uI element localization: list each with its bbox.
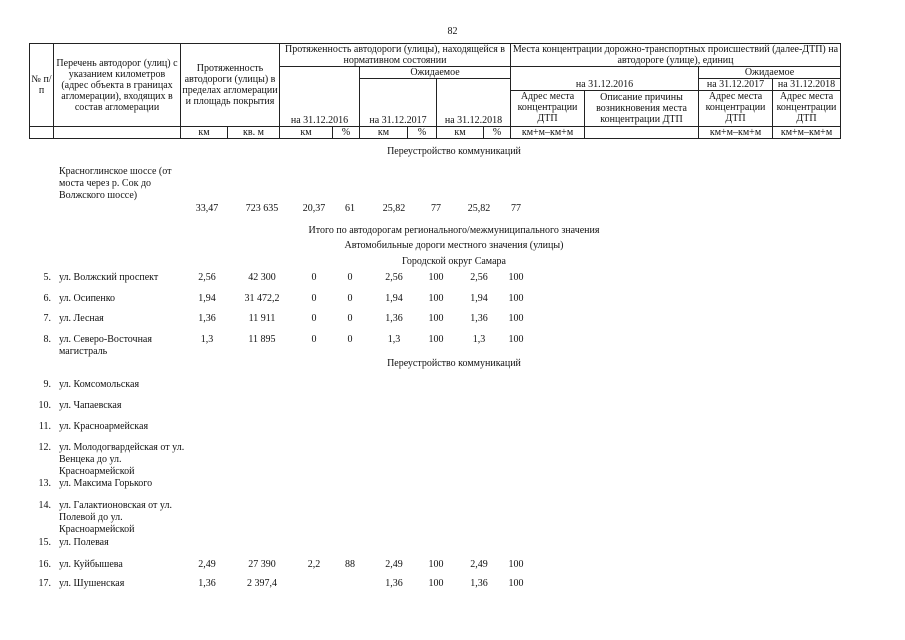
road-name: ул. Шушенская [59, 578, 125, 589]
area-cell: 31 472,2 [244, 293, 280, 304]
section-title: Автомобильные дороги местного значения (улицы) [344, 240, 564, 251]
area-cell: 11 911 [248, 313, 276, 324]
length-cell: 2,56 [198, 272, 216, 283]
road-name: ул. Полевая [59, 537, 109, 548]
length-cell: 1,3 [200, 334, 214, 345]
road-name: ул. Осипенко [59, 293, 116, 304]
header-length: Протяженность автодороги (улицы) в пределах агломерации и площадь покрытия [181, 44, 280, 127]
section-title: Переустройство коммуникаций [387, 146, 521, 157]
norm-2018-cell: 1,3 [472, 334, 486, 345]
header-date-2016: на 31.12.2016 [280, 67, 360, 127]
unit-kmm-2016: км+м–км+м [511, 127, 585, 139]
unit-pct-2018: % [484, 127, 511, 139]
header-dtp-2017: на 31.12.2017 [699, 79, 773, 91]
norm-2017-cell: 1,36 [385, 313, 403, 324]
header-expected-dtp: Ожидаемое [699, 67, 841, 79]
norm-2016-cell: 0 [311, 272, 317, 283]
unit-kmm-2018: км+м–км+м [773, 127, 841, 139]
road-name: ул. Галактионовская от ул. Полевой до ул. Красноармейской [59, 500, 172, 535]
pct-2017-cell: 100 [428, 334, 444, 345]
road-name: ул. Лесная [59, 313, 104, 324]
pct-2017-cell: 100 [428, 578, 444, 589]
area-cell: 27 390 [248, 559, 276, 570]
header-dtp-address-2018: Адрес места концентрации ДТП [773, 91, 841, 127]
header-dtp-address: Адрес места концентрации ДТП [511, 91, 585, 127]
road-name: ул. Максима Горького [59, 478, 153, 489]
norm-2016-cell: 0 [311, 334, 317, 345]
road-name: ул. Чапаевская [59, 400, 122, 411]
unit-m2: кв. м [228, 127, 280, 139]
pct-2018-cell: 100 [508, 272, 524, 283]
norm-2017-cell: 25,82 [382, 203, 406, 214]
road-name: ул. Северо-Восточная магистраль [59, 334, 152, 357]
area-cell: 723 635 [245, 203, 279, 214]
length-cell: 1,36 [198, 313, 216, 324]
pct-2016-cell: 88 [345, 559, 355, 570]
section-title: Переустройство коммуникаций [387, 358, 521, 369]
header-dtp: Места концентрации дорожно-транспортных происшествий (далее-ДТП) на автодороге (улице), единиц [511, 44, 841, 67]
header-no: № п/п [30, 44, 54, 127]
norm-2017-cell: 2,49 [385, 559, 403, 570]
section-title: Городской округ Самара [402, 256, 506, 267]
header-dtp-description: Описание причины возникновения места концентрации ДТП [585, 91, 699, 127]
pct-2018-cell: 100 [508, 578, 524, 589]
road-name: ул. Комсомольская [59, 379, 140, 390]
norm-2016-cell: 0 [311, 313, 317, 324]
row-number: 14. [38, 500, 51, 511]
page-number: 82 [447, 26, 458, 37]
row-number: 8. [43, 334, 51, 345]
pct-2018-cell: 100 [508, 334, 524, 345]
table-header [29, 43, 841, 139]
length-cell: 1,94 [198, 293, 216, 304]
header-dtp-2018: на 31.12.2018 [773, 79, 841, 91]
norm-2018-cell: 1,36 [470, 313, 488, 324]
norm-2016-cell: 20,37 [302, 203, 326, 214]
unit-kmm-2017: км+м–км+м [699, 127, 773, 139]
pct-2018-cell: 100 [508, 559, 524, 570]
row-number: 13. [38, 478, 51, 489]
unit-pct-2016: % [333, 127, 360, 139]
header-normative: Протяженность автодороги (улицы), находящейся в нормативном состоянии [280, 44, 511, 67]
area-cell: 2 397,4 [247, 578, 277, 589]
pct-2017-cell: 100 [428, 272, 444, 283]
header-expected: Ожидаемое [360, 67, 511, 79]
unit-km-2017: км [360, 127, 408, 139]
norm-2016-cell: 0 [311, 293, 317, 304]
header-dtp-address-2017: Адрес места концентрации ДТП [699, 91, 773, 127]
unit-pct-2017: % [408, 127, 437, 139]
pct-2017-cell: 100 [428, 293, 444, 304]
norm-2018-cell: 1,94 [470, 293, 488, 304]
pct-2016-cell: 0 [347, 334, 353, 345]
road-name: Красноглинское шоссе (от моста через р. Сок до Волжского шоссе) [59, 166, 172, 201]
area-cell: 11 895 [248, 334, 276, 345]
header-date-2018: на 31.12.2018 [437, 79, 511, 127]
unit-km-2018: км [437, 127, 484, 139]
row-number: 16. [38, 559, 51, 570]
row-number: 6. [43, 293, 51, 304]
unit-km: км [181, 127, 228, 139]
pct-2018-cell: 100 [508, 293, 524, 304]
length-cell: 33,47 [195, 203, 219, 214]
norm-2018-cell: 2,49 [470, 559, 488, 570]
row-number: 17. [38, 578, 51, 589]
pct-2016-cell: 0 [347, 293, 353, 304]
row-number: 10. [38, 400, 51, 411]
row-number: 12. [38, 442, 51, 453]
row-number: 7. [43, 313, 51, 324]
norm-2017-cell: 2,56 [385, 272, 403, 283]
pct-2018-cell: 77 [511, 203, 521, 214]
road-name: ул. Куйбышева [59, 559, 123, 570]
pct-2016-cell: 61 [345, 203, 355, 214]
row-number: 9. [43, 379, 51, 390]
norm-2018-cell: 2,56 [470, 272, 488, 283]
header-road-list: Перечень автодорог (улиц) с указанием километров (адрес объекта в границах агломерации), входящих в состав агломерации [54, 44, 181, 127]
norm-2017-cell: 1,36 [385, 578, 403, 589]
length-cell: 1,36 [198, 578, 216, 589]
area-cell: 42 300 [248, 272, 276, 283]
pct-2017-cell: 100 [428, 313, 444, 324]
pct-2017-cell: 77 [431, 203, 441, 214]
header-date-2017: на 31.12.2017 [360, 79, 437, 127]
norm-2018-cell: 1,36 [470, 578, 488, 589]
norm-2017-cell: 1,94 [385, 293, 403, 304]
pct-2016-cell: 0 [347, 313, 353, 324]
norm-2017-cell: 1,3 [387, 334, 401, 345]
pct-2017-cell: 100 [428, 559, 444, 570]
road-name: ул. Молодогвардейская от ул. Венцека до ул. Красноармейской [59, 442, 185, 477]
road-name: ул. Волжский проспект [59, 272, 159, 283]
pct-2016-cell: 0 [347, 272, 353, 283]
unit-km-2016: км [280, 127, 333, 139]
road-name: ул. Красноармейская [59, 421, 149, 432]
row-number: 15. [38, 537, 51, 548]
row-number: 5. [43, 272, 51, 283]
section-title: Итого по автодорогам регионального/межмуниципального значения [308, 225, 600, 236]
length-cell: 2,49 [198, 559, 216, 570]
norm-2016-cell: 2,2 [307, 559, 321, 570]
header-dtp-2016: на 31.12.2016 [511, 67, 699, 91]
norm-2018-cell: 25,82 [467, 203, 491, 214]
row-number: 11. [38, 421, 51, 432]
pct-2018-cell: 100 [508, 313, 524, 324]
